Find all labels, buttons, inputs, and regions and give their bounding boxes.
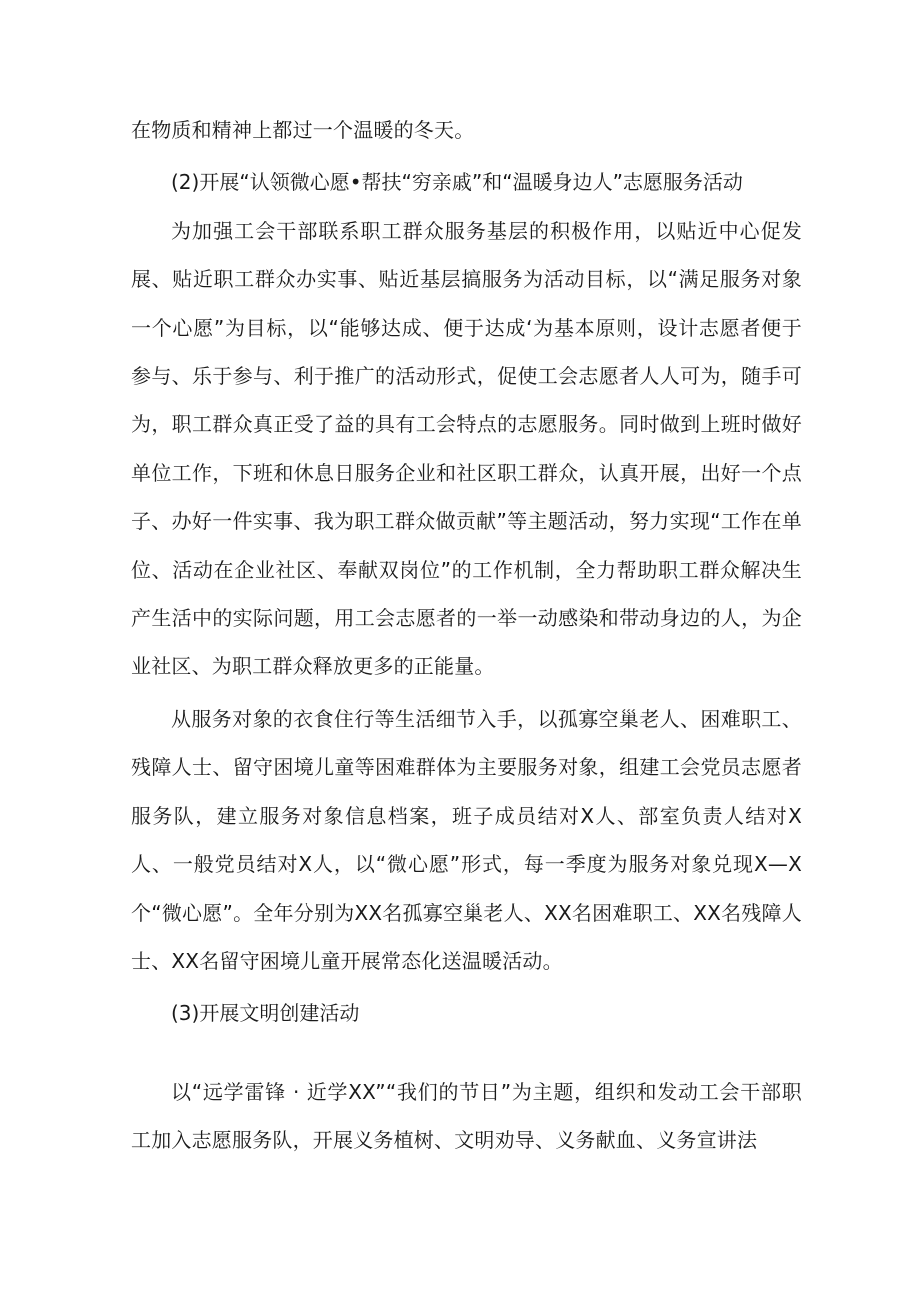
paragraph-3a: 以“远学雷锋 · 近学XX”“我们的节日”为主题，组织和发动工会干部职工加入志愿服务队，开展义务植树、文明劝导、义务献血、义务宣讲法: [131, 1079, 802, 1153]
paragraph-2a: 为加强工会干部联系职工群众服务基层的积极作用，以贴近中心促发展、贴近职工群众办实事、贴近基层搞服务为活动目标，以“满足服务对象一个心愿”为目标，以“能够达成、便于达成‘为基本原则，设计志愿者便于参与、乐于参与、利于推广的活动形式，促使工会志愿者人人可为，随手可为，职工群众真正受了益的具有工会特点的志愿服务。同时做到上班时做好单位工作，下班和休息日服务企业和社区职工群众，认真开展，出好一个点子、办好一件实事、我为职工群众做贡献”等主题活动，努力实现“工作在单位、活动在企业社区、奉献双岗位”的工作机制，全力帮助职工群众解决生产生活中的实际问题，用工会志愿者的一举一动感染和带动身边的人，为企业社区、为职工群众释放更多的正能量。: [131, 218, 802, 679]
section-heading-3: (3)开展文明创建活动: [171, 1001, 360, 1026]
paragraph-continuation: 在物质和精神上都过一个温暖的冬天。: [131, 118, 475, 142]
section-heading-2: (2)开展“认领微心愿•帮扶“穷亲戚”和“温暖身边人”志愿服务活动: [171, 170, 743, 195]
paragraph-2b: 从服务对象的衣食住行等生活细节入手，以孤寡空巢老人、困难职工、残障人士、留守困境儿童等困难群体为主要服务对象，组建工会党员志愿者服务队，建立服务对象信息档案，班子成员结对X人、部室负责人结对X人、一般党员结对X人，以“微心愿”形式，每一季度为服务对象兑现X—X个“微心愿”。全年分别为XX名孤寡空巢老人、XX名困难职工、XX名残障人士、XX名留守困境儿童开展常态化送温暖活动。: [131, 706, 802, 973]
